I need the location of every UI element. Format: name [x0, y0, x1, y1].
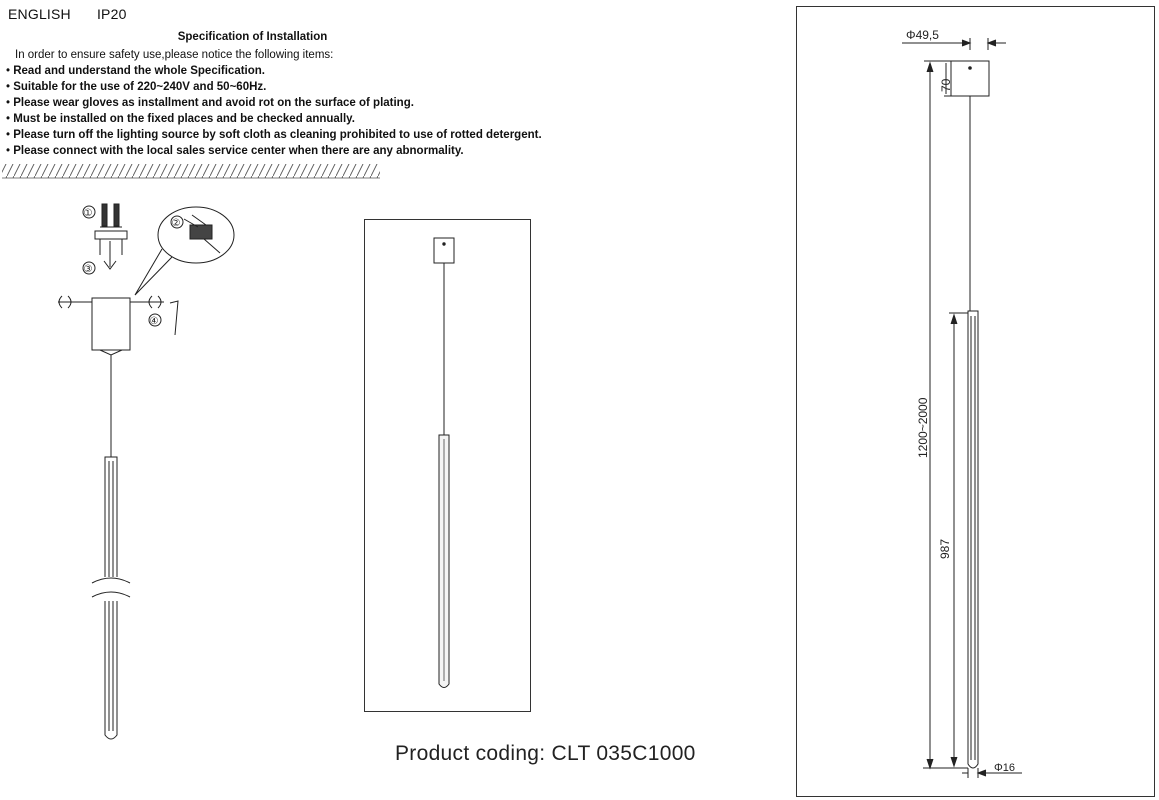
product-image-frame [364, 219, 532, 713]
hatched-divider [0, 162, 385, 180]
tube-length-label: 987 [938, 538, 952, 559]
installation-diagram [40, 195, 250, 750]
connector-step-icon [83, 204, 127, 275]
spec-item: • Must be installed on the fixed places and be checked annually. [6, 111, 542, 127]
dimension-drawing [796, 6, 1156, 798]
specification-intro: In order to ensure safety use,please notice the following items: [15, 49, 334, 61]
product-coding: Product coding: CLT 035C1000 [395, 742, 696, 765]
document-header [8, 6, 149, 22]
spec-item: • Please connect with the local sales service center when there are any abnormality. [6, 143, 542, 159]
total-length-label: 1200~2000 [916, 397, 930, 458]
step-number: ③ [83, 264, 93, 275]
step-number: ① [83, 208, 93, 219]
spec-item: • Read and understand the whole Specification. [6, 63, 542, 79]
tube-diameter-label: Φ16 [994, 762, 1016, 774]
ip-rating: IP20 [96, 6, 127, 22]
step-number: ④ [149, 316, 159, 327]
canopy-diameter-label: Φ49,5 [906, 28, 939, 42]
language-label: ENGLISH [8, 6, 71, 22]
canopy-height-label: 70 [939, 78, 953, 92]
specification-title: Specification of Installation [177, 31, 328, 43]
spec-item: • Suitable for the use of 220~240V and 50~60Hz. [6, 79, 542, 95]
specification-list [6, 47, 542, 159]
spec-item: • Please turn off the lighting source by soft cloth as cleaning prohibited to use of rotted detergent. [6, 127, 542, 143]
canopy-assembly [58, 296, 178, 457]
terminal-detail-bubble [135, 207, 234, 295]
spec-item: • Please wear gloves as installment and avoid rot on the surface of plating. [6, 95, 542, 111]
step-number: ② [171, 218, 181, 229]
pendant-tube [90, 457, 132, 739]
